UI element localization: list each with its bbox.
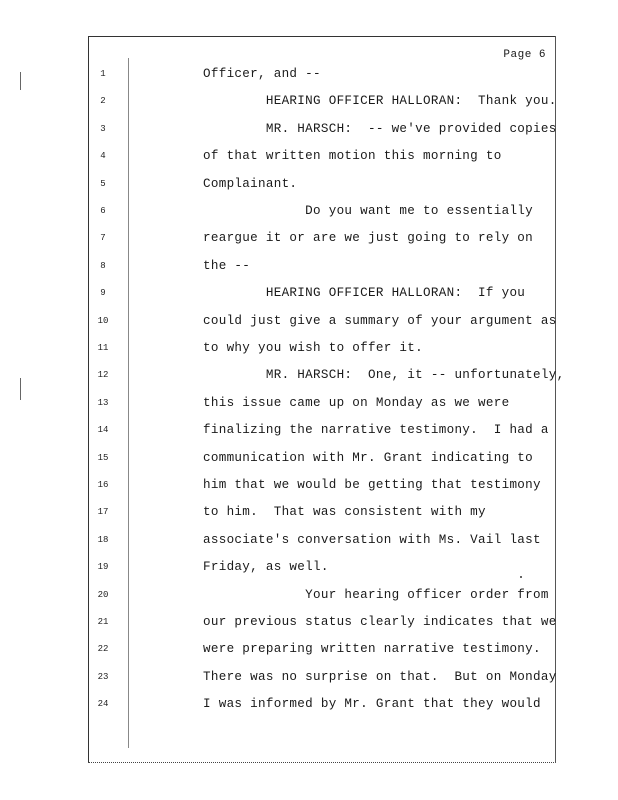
line-number: 8 <box>100 260 106 271</box>
line-number: 17 <box>97 507 109 518</box>
line-number: 11 <box>97 343 109 353</box>
transcript-line: finalizing the narrative testimony. I had a <box>203 423 549 438</box>
transcript-line: MR. HARSCH: One, it -- unfortunately, <box>203 368 565 383</box>
transcript-line: Do you want me to essentially <box>203 204 534 218</box>
line-number: 1 <box>100 69 106 79</box>
transcript-line: communication with Mr. Grant indicating to <box>203 450 534 465</box>
line-number: 21 <box>97 617 109 627</box>
transcript-line: were preparing written narrative testimony. <box>203 642 541 657</box>
line-number: 2 <box>100 96 106 107</box>
page-border-right <box>555 36 556 763</box>
transcript-line: him that we would be getting that testimony <box>203 478 541 492</box>
line-number: 7 <box>100 233 106 244</box>
scan-mark <box>520 576 522 578</box>
page-border-top <box>88 36 556 37</box>
line-number: 18 <box>97 534 109 545</box>
line-number: 10 <box>97 315 109 326</box>
transcript-line: this issue came up on Monday as we were <box>203 395 510 410</box>
line-number: 16 <box>97 480 109 490</box>
line-number: 13 <box>97 397 109 408</box>
transcript-line: our previous status clearly indicates that we <box>203 615 557 629</box>
line-number: 9 <box>100 288 106 299</box>
transcript-line: the -- <box>203 258 251 273</box>
page-number: Page 6 <box>503 49 546 61</box>
line-number: 22 <box>97 644 109 655</box>
transcript-line: could just give a summary of your argument as <box>203 313 557 328</box>
transcript-line: Your hearing officer order from <box>203 587 549 602</box>
scan-mark <box>20 72 21 90</box>
transcript-line: of that written motion this morning to <box>203 149 502 164</box>
transcript-line: reargue it or are we just going to rely on <box>203 231 534 246</box>
transcript-line: MR. HARSCH: -- we've provided copies <box>203 121 557 136</box>
line-number: 15 <box>97 452 109 463</box>
line-number-rule <box>128 58 129 748</box>
transcript-line: Friday, as well. <box>203 560 329 575</box>
transcript-line: to him. That was consistent with my <box>203 505 486 520</box>
page-border-left <box>88 36 89 763</box>
line-number: 19 <box>97 562 109 573</box>
line-number: 6 <box>100 206 106 216</box>
transcript-line: Officer, and -- <box>203 67 321 81</box>
transcript-line: Complainant. <box>203 176 298 191</box>
line-number: 14 <box>97 425 109 436</box>
line-number: 20 <box>97 589 109 600</box>
line-number: 24 <box>97 699 109 710</box>
transcript-line: HEARING OFFICER HALLORAN: If you <box>203 286 526 301</box>
transcript-line: HEARING OFFICER HALLORAN: Thank you. <box>203 94 557 109</box>
line-number: 23 <box>97 671 109 682</box>
transcript-line: to why you wish to offer it. <box>203 341 424 355</box>
transcript-line: I was informed by Mr. Grant that they would <box>203 697 541 712</box>
line-number: 12 <box>97 370 109 381</box>
scan-mark <box>20 378 21 400</box>
line-number: 5 <box>100 178 106 189</box>
line-number: 4 <box>100 151 106 162</box>
transcript-line: associate's conversation with Ms. Vail last <box>203 532 541 547</box>
line-number: 3 <box>100 123 106 134</box>
transcript-line: There was no surprise on that. But on Monday <box>203 669 557 684</box>
page-border-bottom <box>88 762 556 763</box>
